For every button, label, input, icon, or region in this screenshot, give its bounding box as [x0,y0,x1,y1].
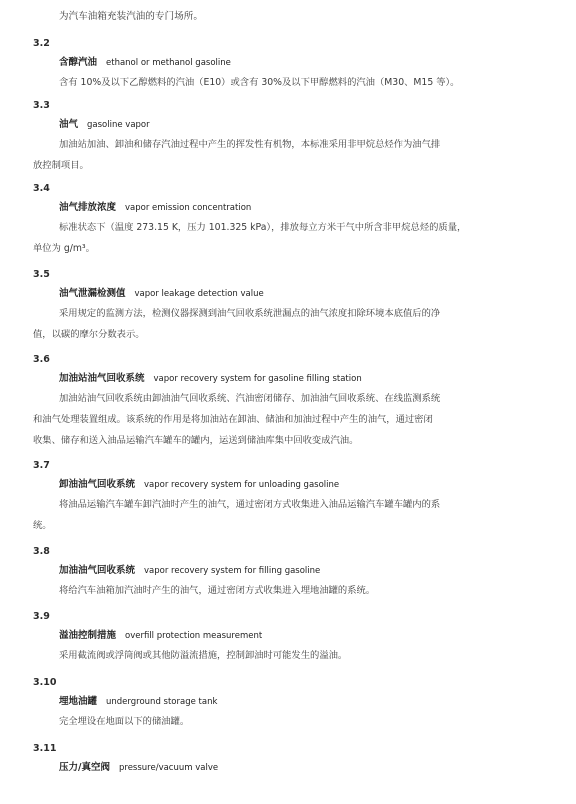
term-heading [59,761,218,775]
term-chinese: 油气 [59,119,79,130]
section-number: 3.9 [33,611,50,622]
section-number: 3.8 [33,546,50,557]
section-number: 3.4 [33,183,50,194]
term-english: vapor leakage detection value [134,289,264,299]
definition-line: 值，以碳的摩尔分数表示。 [33,329,145,340]
term-english: pressure/vacuum valve [118,763,219,773]
definition-line: 将油品运输汽车罐车卸汽油时产生的油气，通过密闭方式收集进入油品运输汽车罐车罐内的系 [59,499,441,510]
section-number: 3.10 [33,677,57,688]
definition-line: 采用规定的监测方法，检测仪器探测到油气回收系统泄漏点的油气浓度扣除环境本底值后的净 [59,308,441,319]
term-chinese: 加油油气回收系统 [59,565,136,576]
intro-text: 为汽车油箱充装汽油的专门场所。 [59,11,204,22]
term-english: vapor recovery system for filling gasoline [144,566,321,576]
section-number: 3.5 [33,269,50,280]
term-chinese: 含醇汽油 [59,57,98,68]
section-number: 3.3 [33,100,50,111]
term-english: ethanol or methanol gasoline [106,58,231,68]
term-heading [59,695,217,709]
term-english: vapor recovery system for unloading gasoline [144,480,340,490]
definition-line: 完全埋设在地面以下的储油罐。 [59,716,190,727]
term-heading [59,478,339,492]
term-chinese: 埋地油罐 [59,696,98,707]
definition-line: 收集、储存和送入油品运输汽车罐车的罐内，运送到储油库集中回收变成汽油。 [33,435,359,446]
definition-line: 放控制项目。 [33,160,89,171]
term-english: overfill protection measurement [125,631,263,641]
definition-line: 加油站加油、卸油和储存汽油过程中产生的挥发性有机物，本标准采用非甲烷总烃作为油气排 [59,139,441,150]
term-chinese: 溢油控制措施 [59,630,117,641]
term-chinese: 卸油油气回收系统 [59,479,136,490]
definition-line: 统。 [33,520,52,531]
definition-line: 加油站油气回收系统由卸油油气回收系统、汽油密闭储存、加油油气回收系统、在线监测系统 [59,393,441,404]
term-chinese: 压力/真空阀 [59,762,110,773]
term-heading [59,287,264,301]
term-chinese: 加油站油气回收系统 [59,373,145,384]
definition-line: 和油气处理装置组成。该系统的作用是将加油站在卸油、储油和加油过程中产生的油气，通过密闭 [33,414,433,425]
definition-line: 采用截流阀或浮筒阀或其他防溢流措施，控制卸油时可能发生的溢油。 [59,650,348,661]
term-heading [59,118,150,132]
term-heading [59,629,262,643]
term-heading [59,564,320,578]
section-number: 3.6 [33,354,50,365]
definition-line: 单位为 g/m³。 [33,243,95,254]
term-chinese: 油气泄漏检测值 [59,288,126,299]
term-english: underground storage tank [106,697,218,707]
section-number: 3.2 [33,38,50,49]
section-number: 3.7 [33,460,50,471]
term-english: vapor recovery system for gasoline filling station [153,374,362,384]
definition-line: 将给汽车油箱加汽油时产生的油气，通过密闭方式收集进入埋地油罐的系统。 [59,585,376,596]
term-heading [59,56,231,70]
term-heading [59,201,251,215]
term-english: vapor emission concentration [125,203,252,213]
definition-line: 标准状态下（温度 273.15 K，压力 101.325 kPa），排放每立方米干气中所含非甲烷总烃的质量， [59,222,467,233]
section-number: 3.11 [33,743,57,754]
term-english: gasoline vapor [87,120,150,130]
term-chinese: 油气排放浓度 [59,202,117,213]
definition-line: 含有 10%及以下乙醇燃料的汽油（E10）或含有 30%及以下甲醇燃料的汽油（M30、M15 等）。 [59,77,460,88]
term-heading [59,372,362,386]
